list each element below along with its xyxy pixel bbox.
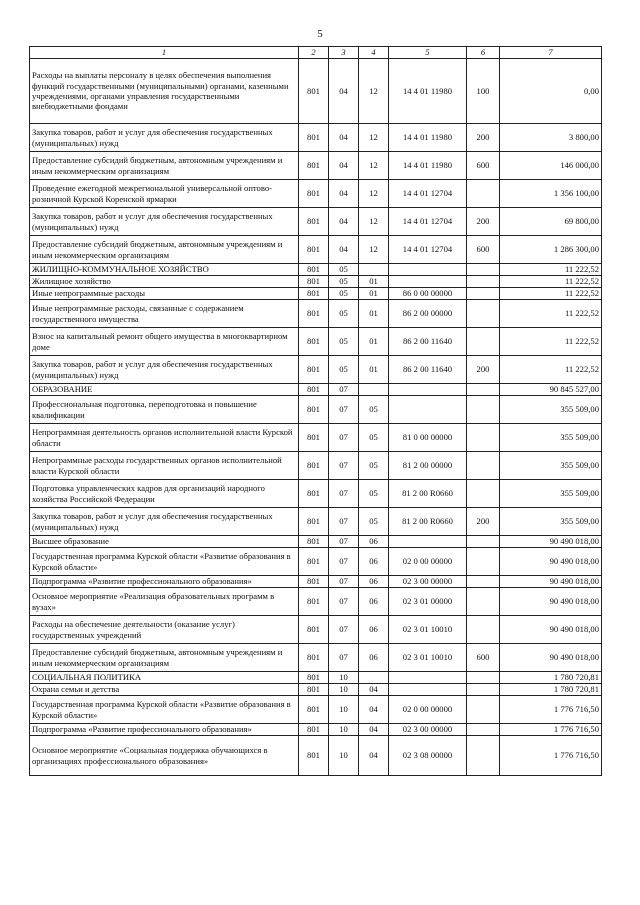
- row-name-cell: Непрограммная деятельность органов исполнительной власти Курской области: [30, 424, 299, 452]
- row-value-cell: [389, 396, 467, 424]
- row-value-cell: 04: [329, 152, 359, 180]
- row-name-cell: Основное мероприятие «Социальная поддержка обучающихся в организациях профессионального образования»: [30, 736, 299, 776]
- row-value-cell: [389, 684, 467, 696]
- row-name-cell: Подготовка управленческих кадров для организаций народного хозяйства Российской Федерации: [30, 480, 299, 508]
- row-value-cell: 01: [359, 288, 389, 300]
- row-name-cell: СОЦИАЛЬНАЯ ПОЛИТИКА: [30, 672, 299, 684]
- row-value-cell: 1 356 100,00: [500, 180, 602, 208]
- row-value-cell: 06: [359, 644, 389, 672]
- table-row: [30, 452, 602, 480]
- header-cell: 6: [467, 47, 500, 59]
- table-row: [30, 736, 602, 776]
- header-cell: 7: [500, 47, 602, 59]
- table-row: [30, 300, 602, 328]
- row-value-cell: 12: [359, 236, 389, 264]
- row-value-cell: [467, 548, 500, 576]
- row-value-cell: 05: [359, 424, 389, 452]
- row-value-cell: 86 2 00 11640: [389, 356, 467, 384]
- table-row: [30, 384, 602, 396]
- row-value-cell: 801: [299, 59, 329, 124]
- table-row: [30, 264, 602, 276]
- row-value-cell: 600: [467, 236, 500, 264]
- row-value-cell: [467, 736, 500, 776]
- table-row: [30, 672, 602, 684]
- row-value-cell: 1 776 716,50: [500, 696, 602, 724]
- row-value-cell: 11 222,52: [500, 356, 602, 384]
- row-name-cell: Охрана семьи и детства: [30, 684, 299, 696]
- table-row: [30, 124, 602, 152]
- row-value-cell: 801: [299, 672, 329, 684]
- row-value-cell: 801: [299, 288, 329, 300]
- row-value-cell: 801: [299, 124, 329, 152]
- row-value-cell: 1 286 300,00: [500, 236, 602, 264]
- row-name-cell: Иные непрограммные расходы: [30, 288, 299, 300]
- row-value-cell: 200: [467, 508, 500, 536]
- row-name-cell: ОБРАЗОВАНИЕ: [30, 384, 299, 396]
- row-value-cell: 04: [329, 180, 359, 208]
- row-value-cell: [389, 672, 467, 684]
- row-name-cell: Предоставление субсидий бюджетным, автономным учреждениям и иным некоммерческим организациям: [30, 236, 299, 264]
- row-value-cell: 801: [299, 616, 329, 644]
- row-value-cell: 801: [299, 588, 329, 616]
- header-cell: 1: [30, 47, 299, 59]
- row-value-cell: 14 4 01 12704: [389, 208, 467, 236]
- table-row: [30, 180, 602, 208]
- row-value-cell: 04: [329, 208, 359, 236]
- row-name-cell: Высшее образование: [30, 536, 299, 548]
- row-name-cell: Профессиональная подготовка, переподготовка и повышение квалификации: [30, 396, 299, 424]
- row-value-cell: 01: [359, 328, 389, 356]
- row-value-cell: [467, 396, 500, 424]
- row-name-cell: Расходы на обеспечение деятельности (оказание услуг) государственных учреждений: [30, 616, 299, 644]
- row-name-cell: Закупка товаров, работ и услуг для обеспечения государственных (муниципальных) нужд: [30, 356, 299, 384]
- row-value-cell: 05: [359, 508, 389, 536]
- table-row: [30, 152, 602, 180]
- row-value-cell: 81 2 00 R0660: [389, 480, 467, 508]
- row-value-cell: 200: [467, 124, 500, 152]
- row-name-cell: Закупка товаров, работ и услуг для обеспечения государственных (муниципальных) нужд: [30, 124, 299, 152]
- table-row: [30, 424, 602, 452]
- header-row: [30, 47, 602, 59]
- row-value-cell: 05: [359, 480, 389, 508]
- row-value-cell: 86 2 00 11640: [389, 328, 467, 356]
- row-value-cell: 11 222,52: [500, 300, 602, 328]
- row-value-cell: 801: [299, 480, 329, 508]
- row-value-cell: 05: [329, 264, 359, 276]
- row-name-cell: Проведение ежегодной межрегиональной универсальной оптово-розничной Курской Коренской ярмарки: [30, 180, 299, 208]
- row-value-cell: 355 509,00: [500, 452, 602, 480]
- row-value-cell: [467, 288, 500, 300]
- row-value-cell: 10: [329, 736, 359, 776]
- row-value-cell: 81 2 00 00000: [389, 452, 467, 480]
- table-row: [30, 696, 602, 724]
- row-value-cell: 81 2 00 R0660: [389, 508, 467, 536]
- row-value-cell: 12: [359, 124, 389, 152]
- row-value-cell: 600: [467, 152, 500, 180]
- row-value-cell: 14 4 01 12704: [389, 236, 467, 264]
- header-cell: 5: [389, 47, 467, 59]
- table-row: [30, 576, 602, 588]
- row-value-cell: 12: [359, 208, 389, 236]
- row-value-cell: [389, 536, 467, 548]
- row-value-cell: 801: [299, 396, 329, 424]
- row-value-cell: [389, 264, 467, 276]
- row-value-cell: 801: [299, 736, 329, 776]
- table-row: [30, 616, 602, 644]
- row-value-cell: 1 776 716,50: [500, 724, 602, 736]
- row-value-cell: [467, 300, 500, 328]
- row-value-cell: 11 222,52: [500, 328, 602, 356]
- row-value-cell: [467, 480, 500, 508]
- row-value-cell: 10: [329, 696, 359, 724]
- row-value-cell: 05: [329, 276, 359, 288]
- row-value-cell: [467, 328, 500, 356]
- row-value-cell: 355 509,00: [500, 424, 602, 452]
- row-value-cell: 05: [329, 328, 359, 356]
- row-value-cell: 14 4 01 12704: [389, 180, 467, 208]
- table-row: [30, 548, 602, 576]
- row-name-cell: Подпрограмма «Развитие профессионального образования»: [30, 724, 299, 736]
- row-value-cell: 06: [359, 536, 389, 548]
- row-value-cell: 801: [299, 576, 329, 588]
- row-value-cell: [389, 384, 467, 396]
- row-value-cell: 12: [359, 180, 389, 208]
- row-value-cell: 07: [329, 480, 359, 508]
- row-value-cell: 11 222,52: [500, 288, 602, 300]
- row-value-cell: [389, 276, 467, 288]
- row-value-cell: 05: [359, 452, 389, 480]
- row-value-cell: 801: [299, 424, 329, 452]
- row-value-cell: [467, 264, 500, 276]
- row-value-cell: 355 509,00: [500, 396, 602, 424]
- row-value-cell: 801: [299, 152, 329, 180]
- row-value-cell: 07: [329, 616, 359, 644]
- row-value-cell: 02 0 00 00000: [389, 548, 467, 576]
- row-value-cell: 07: [329, 452, 359, 480]
- row-value-cell: 05: [329, 356, 359, 384]
- row-value-cell: 14 4 01 11980: [389, 59, 467, 124]
- row-value-cell: 01: [359, 300, 389, 328]
- row-value-cell: 801: [299, 328, 329, 356]
- row-value-cell: 02 3 00 00000: [389, 724, 467, 736]
- row-value-cell: 3 800,00: [500, 124, 602, 152]
- row-value-cell: 07: [329, 536, 359, 548]
- row-name-cell: Основное мероприятие «Реализация образовательных программ в вузах»: [30, 588, 299, 616]
- row-value-cell: 200: [467, 208, 500, 236]
- row-value-cell: 07: [329, 396, 359, 424]
- row-name-cell: Жилищное хозяйство: [30, 276, 299, 288]
- table-row: [30, 684, 602, 696]
- row-value-cell: [359, 672, 389, 684]
- row-value-cell: 06: [359, 548, 389, 576]
- row-value-cell: 86 2 00 00000: [389, 300, 467, 328]
- row-value-cell: 86 0 00 00000: [389, 288, 467, 300]
- row-value-cell: 90 490 018,00: [500, 548, 602, 576]
- row-value-cell: 02 3 08 00000: [389, 736, 467, 776]
- row-value-cell: 1 780 720,81: [500, 684, 602, 696]
- row-value-cell: 02 3 00 00000: [389, 576, 467, 588]
- row-value-cell: 69 800,00: [500, 208, 602, 236]
- row-value-cell: 801: [299, 356, 329, 384]
- row-value-cell: 11 222,52: [500, 264, 602, 276]
- row-value-cell: 801: [299, 180, 329, 208]
- row-value-cell: 10: [329, 672, 359, 684]
- row-name-cell: Государственная программа Курской области «Развитие образования в Курской области»: [30, 548, 299, 576]
- row-value-cell: 02 3 01 10010: [389, 616, 467, 644]
- row-value-cell: 1 780 720,81: [500, 672, 602, 684]
- row-value-cell: 801: [299, 644, 329, 672]
- row-name-cell: Иные непрограммные расходы, связанные с содержанием государственного имущества: [30, 300, 299, 328]
- table-row: [30, 276, 602, 288]
- header-cell: 2: [299, 47, 329, 59]
- row-value-cell: 90 490 018,00: [500, 588, 602, 616]
- header-cell: 3: [329, 47, 359, 59]
- row-value-cell: [467, 724, 500, 736]
- table-row: [30, 396, 602, 424]
- row-value-cell: 90 490 018,00: [500, 536, 602, 548]
- row-value-cell: 04: [359, 684, 389, 696]
- row-value-cell: 14 4 01 11980: [389, 124, 467, 152]
- row-name-cell: Взнос на капитальный ремонт общего имущества в многоквартирном доме: [30, 328, 299, 356]
- row-value-cell: [467, 696, 500, 724]
- row-name-cell: Государственная программа Курской области «Развитие образования в Курской области»: [30, 696, 299, 724]
- row-name-cell: Предоставление субсидий бюджетным, автономным учреждениям и иным некоммерческим организациям: [30, 152, 299, 180]
- page-number: 5: [317, 28, 323, 40]
- row-value-cell: 07: [329, 424, 359, 452]
- row-value-cell: 10: [329, 684, 359, 696]
- table-row: [30, 59, 602, 124]
- row-value-cell: 04: [359, 724, 389, 736]
- row-value-cell: 801: [299, 536, 329, 548]
- row-value-cell: 600: [467, 644, 500, 672]
- row-value-cell: [467, 384, 500, 396]
- table-row: [30, 288, 602, 300]
- row-value-cell: 801: [299, 684, 329, 696]
- row-value-cell: 10: [329, 724, 359, 736]
- row-value-cell: 05: [359, 396, 389, 424]
- row-value-cell: [467, 424, 500, 452]
- row-value-cell: 05: [329, 300, 359, 328]
- header-cell: 4: [359, 47, 389, 59]
- row-value-cell: 01: [359, 356, 389, 384]
- table-row: [30, 236, 602, 264]
- row-value-cell: 04: [359, 736, 389, 776]
- row-name-cell: Закупка товаров, работ и услуг для обеспечения государственных (муниципальных) нужд: [30, 508, 299, 536]
- row-value-cell: 100: [467, 59, 500, 124]
- row-value-cell: 12: [359, 152, 389, 180]
- row-value-cell: 81 0 00 00000: [389, 424, 467, 452]
- table-row: [30, 588, 602, 616]
- row-value-cell: 200: [467, 356, 500, 384]
- row-value-cell: 146 000,00: [500, 152, 602, 180]
- table-row: [30, 208, 602, 236]
- row-value-cell: 801: [299, 300, 329, 328]
- row-value-cell: 06: [359, 576, 389, 588]
- row-value-cell: 801: [299, 724, 329, 736]
- row-value-cell: [467, 588, 500, 616]
- row-value-cell: 01: [359, 276, 389, 288]
- row-value-cell: [467, 180, 500, 208]
- row-value-cell: [467, 452, 500, 480]
- row-value-cell: [467, 536, 500, 548]
- row-value-cell: 07: [329, 576, 359, 588]
- table-row: [30, 644, 602, 672]
- row-value-cell: 801: [299, 236, 329, 264]
- row-value-cell: 801: [299, 548, 329, 576]
- table-row: [30, 328, 602, 356]
- row-value-cell: 801: [299, 508, 329, 536]
- row-value-cell: [467, 576, 500, 588]
- row-value-cell: 07: [329, 644, 359, 672]
- budget-table: [29, 46, 602, 776]
- row-value-cell: 801: [299, 276, 329, 288]
- row-value-cell: 02 3 01 00000: [389, 588, 467, 616]
- row-value-cell: [467, 276, 500, 288]
- row-name-cell: ЖИЛИЩНО-КОММУНАЛЬНОЕ ХОЗЯЙСТВО: [30, 264, 299, 276]
- row-value-cell: 04: [329, 236, 359, 264]
- row-value-cell: 04: [359, 696, 389, 724]
- row-value-cell: 05: [329, 288, 359, 300]
- row-value-cell: [467, 616, 500, 644]
- row-name-cell: Закупка товаров, работ и услуг для обеспечения государственных (муниципальных) нужд: [30, 208, 299, 236]
- table-row: [30, 508, 602, 536]
- row-name-cell: Непрограммные расходы государственных органов исполнительной власти Курской области: [30, 452, 299, 480]
- row-name-cell: Подпрограмма «Развитие профессионального образования»: [30, 576, 299, 588]
- table-row: [30, 536, 602, 548]
- row-value-cell: 90 490 018,00: [500, 616, 602, 644]
- row-value-cell: 1 776 716,50: [500, 736, 602, 776]
- row-value-cell: 801: [299, 264, 329, 276]
- row-value-cell: 0,00: [500, 59, 602, 124]
- row-value-cell: 02 3 01 10010: [389, 644, 467, 672]
- row-value-cell: 02 0 00 00000: [389, 696, 467, 724]
- row-value-cell: 90 490 018,00: [500, 576, 602, 588]
- row-value-cell: 06: [359, 588, 389, 616]
- row-value-cell: 07: [329, 508, 359, 536]
- table-row: [30, 356, 602, 384]
- row-value-cell: 90 490 018,00: [500, 644, 602, 672]
- row-name-cell: Предоставление субсидий бюджетным, автономным учреждениям и иным некоммерческим организациям: [30, 644, 299, 672]
- row-value-cell: 04: [329, 59, 359, 124]
- row-value-cell: 14 4 01 11980: [389, 152, 467, 180]
- row-value-cell: [467, 672, 500, 684]
- row-value-cell: 04: [329, 124, 359, 152]
- row-value-cell: 801: [299, 452, 329, 480]
- table-row: [30, 480, 602, 508]
- row-value-cell: [359, 384, 389, 396]
- table-row: [30, 724, 602, 736]
- row-value-cell: [467, 684, 500, 696]
- row-value-cell: 355 509,00: [500, 508, 602, 536]
- row-value-cell: [359, 264, 389, 276]
- row-value-cell: 07: [329, 548, 359, 576]
- row-value-cell: 355 509,00: [500, 480, 602, 508]
- row-value-cell: 06: [359, 616, 389, 644]
- row-value-cell: 801: [299, 384, 329, 396]
- row-value-cell: 07: [329, 384, 359, 396]
- row-value-cell: 801: [299, 696, 329, 724]
- row-value-cell: 07: [329, 588, 359, 616]
- row-value-cell: 12: [359, 59, 389, 124]
- row-value-cell: 11 222,52: [500, 276, 602, 288]
- row-value-cell: 801: [299, 208, 329, 236]
- row-name-cell: Расходы на выплаты персоналу в целях обеспечения выполнения функций государственными (муниципальными) органами, казенными учреждениями, органами управления государственными внебюджетными фондами: [30, 59, 299, 124]
- row-value-cell: 90 845 527,00: [500, 384, 602, 396]
